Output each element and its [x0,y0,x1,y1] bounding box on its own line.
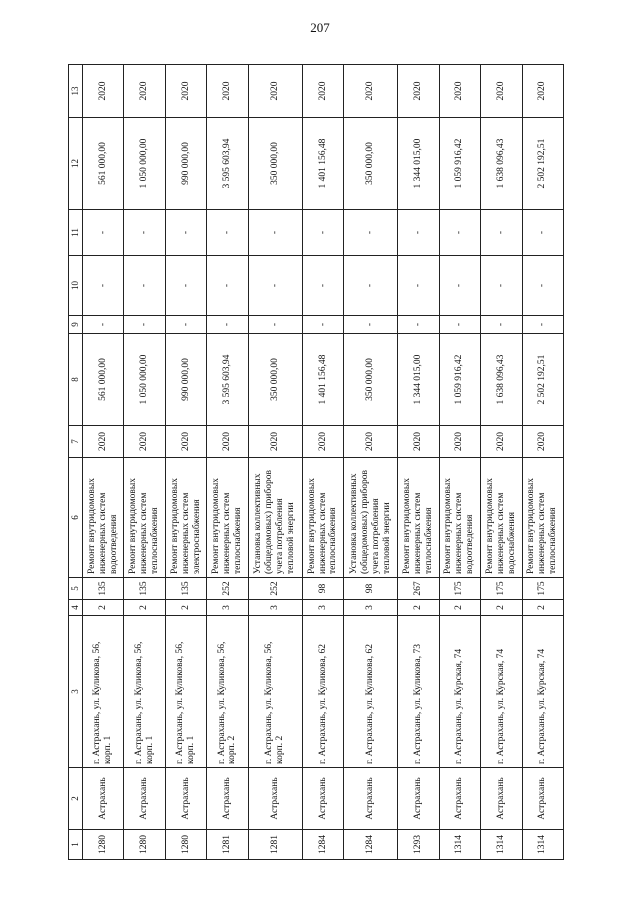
cost-cell: 990 000,00 [165,334,206,426]
col11-cell: - [83,210,124,256]
cost-cell: 1 401 156,48 [302,334,343,426]
completion-year-cell: 2020 [522,65,564,118]
municipality-cell: Астрахань [481,768,522,830]
house-id-cell: 1293 [398,830,439,860]
total-cost-cell: 1 059 916,42 [439,118,480,210]
table-row [165,65,206,860]
cost-cell: 1 050 000,00 [124,334,165,426]
col9-cell: - [83,316,124,334]
cost-cell: 2 502 192,51 [522,334,564,426]
col9-cell: - [248,316,302,334]
col5-cell: 175 [439,578,480,600]
address-cell: г. Астрахань, ул. Курская, 74 [439,616,480,768]
rotated-table-frame [68,65,564,860]
col4-cell: 3 [302,600,343,616]
municipality-cell: Астрахань [398,768,439,830]
work-type-cell: Ремонт внутридомовых инженерных систем теплоснабжения [398,458,439,578]
address-cell: г. Астрахань, ул. Куликова, 56, корп. 1 [83,616,124,768]
house-id-cell: 1284 [344,830,398,860]
col10-cell: - [439,256,480,316]
house-id-cell: 1280 [83,830,124,860]
year-cell: 2020 [439,426,480,458]
completion-year-cell: 2020 [481,65,522,118]
house-id-cell: 1314 [439,830,480,860]
work-type-cell: Установка коллективных (общедомовых) приборов учета потребления тепловой энергии [248,458,302,578]
year-cell: 2020 [302,426,343,458]
header-cell: 2 [69,768,83,830]
table-row [522,65,564,860]
table-row [439,65,480,860]
completion-year-cell: 2020 [439,65,480,118]
col9-cell: - [481,316,522,334]
col10-cell: - [302,256,343,316]
cost-cell: 1 059 916,42 [439,334,480,426]
col11-cell: - [207,210,248,256]
completion-year-cell: 2020 [83,65,124,118]
address-cell: г. Астрахань, ул. Куликова, 56, корп. 1 [124,616,165,768]
municipality-cell: Астрахань [207,768,248,830]
total-cost-cell: 1 050 000,00 [124,118,165,210]
header-cell: 5 [69,578,83,600]
col10-cell: - [83,256,124,316]
total-cost-cell: 3 595 603,94 [207,118,248,210]
col4-cell: 2 [124,600,165,616]
header-cell: 7 [69,426,83,458]
table-row [83,65,124,860]
address-cell: г. Астрахань, ул. Курская, 74 [522,616,564,768]
col4-cell: 2 [398,600,439,616]
completion-year-cell: 2020 [248,65,302,118]
total-cost-cell: 1 344 015,00 [398,118,439,210]
col9-cell: - [165,316,206,334]
table-row [481,65,522,860]
col11-cell: - [248,210,302,256]
col11-cell: - [344,210,398,256]
col10-cell: - [398,256,439,316]
col4-cell: 2 [439,600,480,616]
col11-cell: - [439,210,480,256]
col10-cell: - [481,256,522,316]
col4-cell: 3 [344,600,398,616]
col4-cell: 2 [522,600,564,616]
municipality-cell: Астрахань [165,768,206,830]
cost-cell: 350 000,00 [344,334,398,426]
table-container [68,65,564,860]
total-cost-cell: 2 502 192,51 [522,118,564,210]
col10-cell: - [124,256,165,316]
year-cell: 2020 [248,426,302,458]
year-cell: 2020 [522,426,564,458]
col4-cell: 2 [481,600,522,616]
col4-cell: 2 [83,600,124,616]
col9-cell: - [398,316,439,334]
municipality-cell: Астрахань [83,768,124,830]
municipality-cell: Астрахань [522,768,564,830]
header-cell: 6 [69,458,83,578]
year-cell: 2020 [344,426,398,458]
col5-cell: 98 [302,578,343,600]
header-cell: 11 [69,210,83,256]
year-cell: 2020 [481,426,522,458]
house-id-cell: 1280 [124,830,165,860]
cost-cell: 561 000,00 [83,334,124,426]
col10-cell: - [522,256,564,316]
col5-cell: 267 [398,578,439,600]
address-cell: г. Астрахань, ул. Куликова, 62 [344,616,398,768]
table-row [344,65,398,860]
work-type-cell: Ремонт внутридомовых инженерных систем теплоснабжения [124,458,165,578]
col9-cell: - [124,316,165,334]
municipality-cell: Астрахань [439,768,480,830]
address-cell: г. Астрахань, ул. Куликова, 56, корп. 2 [207,616,248,768]
page-number: 207 [310,20,330,35]
completion-year-cell: 2020 [124,65,165,118]
table-row [124,65,165,860]
col10-cell: - [207,256,248,316]
completion-year-cell: 2020 [207,65,248,118]
col5-cell: 252 [207,578,248,600]
col4-cell: 2 [165,600,206,616]
col9-cell: - [439,316,480,334]
header-cell: 1 [69,830,83,860]
col10-cell: - [248,256,302,316]
header-cell: 10 [69,256,83,316]
year-cell: 2020 [398,426,439,458]
house-id-cell: 1284 [302,830,343,860]
total-cost-cell: 350 000,00 [248,118,302,210]
house-id-cell: 1280 [165,830,206,860]
header-cell: 12 [69,118,83,210]
year-cell: 2020 [165,426,206,458]
col5-cell: 98 [344,578,398,600]
col5-cell: 252 [248,578,302,600]
year-cell: 2020 [207,426,248,458]
header-cell: 4 [69,600,83,616]
cost-cell: 1 344 015,00 [398,334,439,426]
completion-year-cell: 2020 [302,65,343,118]
header-cell: 3 [69,616,83,768]
work-type-cell: Установка коллективных (общедомовых) приборов учета потребления тепловой энергии [344,458,398,578]
work-type-cell: Ремонт внутридомовых инженерных систем водоснабжения [481,458,522,578]
cost-cell: 1 638 096,43 [481,334,522,426]
completion-year-cell: 2020 [344,65,398,118]
col11-cell: - [398,210,439,256]
municipality-cell: Астрахань [248,768,302,830]
completion-year-cell: 2020 [398,65,439,118]
col9-cell: - [344,316,398,334]
total-cost-cell: 1 638 096,43 [481,118,522,210]
col11-cell: - [124,210,165,256]
col11-cell: - [522,210,564,256]
cost-cell: 350 000,00 [248,334,302,426]
cost-cell: 3 595 603,94 [207,334,248,426]
municipality-cell: Астрахань [302,768,343,830]
col10-cell: - [344,256,398,316]
col11-cell: - [481,210,522,256]
col4-cell: 3 [248,600,302,616]
table-row [248,65,302,860]
col11-cell: - [165,210,206,256]
col11-cell: - [302,210,343,256]
table-row [302,65,343,860]
col5-cell: 135 [124,578,165,600]
total-cost-cell: 1 401 156,48 [302,118,343,210]
header-cell: 13 [69,65,83,118]
work-type-cell: Ремонт внутридомовых инженерных систем водоотведения [83,458,124,578]
house-id-cell: 1281 [248,830,302,860]
col9-cell: - [522,316,564,334]
municipality-cell: Астрахань [124,768,165,830]
address-cell: г. Астрахань, ул. Куликова, 73 [398,616,439,768]
work-type-cell: Ремонт внутридомовых инженерных систем теплоснабжения [522,458,564,578]
work-type-cell: Ремонт внутридомовых инженерных систем электроснабжения [165,458,206,578]
table-body [83,65,564,860]
total-cost-cell: 561 000,00 [83,118,124,210]
header-cell: 8 [69,334,83,426]
address-cell: г. Астрахань, ул. Куликова, 62 [302,616,343,768]
address-cell: г. Астрахань, ул. Куликова, 56, корп. 2 [248,616,302,768]
total-cost-cell: 350 000,00 [344,118,398,210]
house-id-cell: 1314 [522,830,564,860]
work-type-cell: Ремонт внутридомовых инженерных систем водоотведения [439,458,480,578]
work-type-cell: Ремонт внутридомовых инженерных систем теплоснабжения [207,458,248,578]
col9-cell: - [207,316,248,334]
total-cost-cell: 990 000,00 [165,118,206,210]
col9-cell: - [302,316,343,334]
col5-cell: 175 [481,578,522,600]
col5-cell: 175 [522,578,564,600]
col4-cell: 3 [207,600,248,616]
house-id-cell: 1314 [481,830,522,860]
work-type-cell: Ремонт внутридомовых инженерных систем теплоснабжения [302,458,343,578]
completion-year-cell: 2020 [165,65,206,118]
col10-cell: - [165,256,206,316]
address-cell: г. Астрахань, ул. Курская, 74 [481,616,522,768]
col5-cell: 135 [83,578,124,600]
house-id-cell: 1281 [207,830,248,860]
table-row [398,65,439,860]
col5-cell: 135 [165,578,206,600]
header-row [69,65,83,860]
header-cell: 9 [69,316,83,334]
municipality-cell: Астрахань [344,768,398,830]
repair-program-table [68,64,564,860]
table-row [207,65,248,860]
year-cell: 2020 [83,426,124,458]
address-cell: г. Астрахань, ул. Куликова, 56, корп. 1 [165,616,206,768]
year-cell: 2020 [124,426,165,458]
